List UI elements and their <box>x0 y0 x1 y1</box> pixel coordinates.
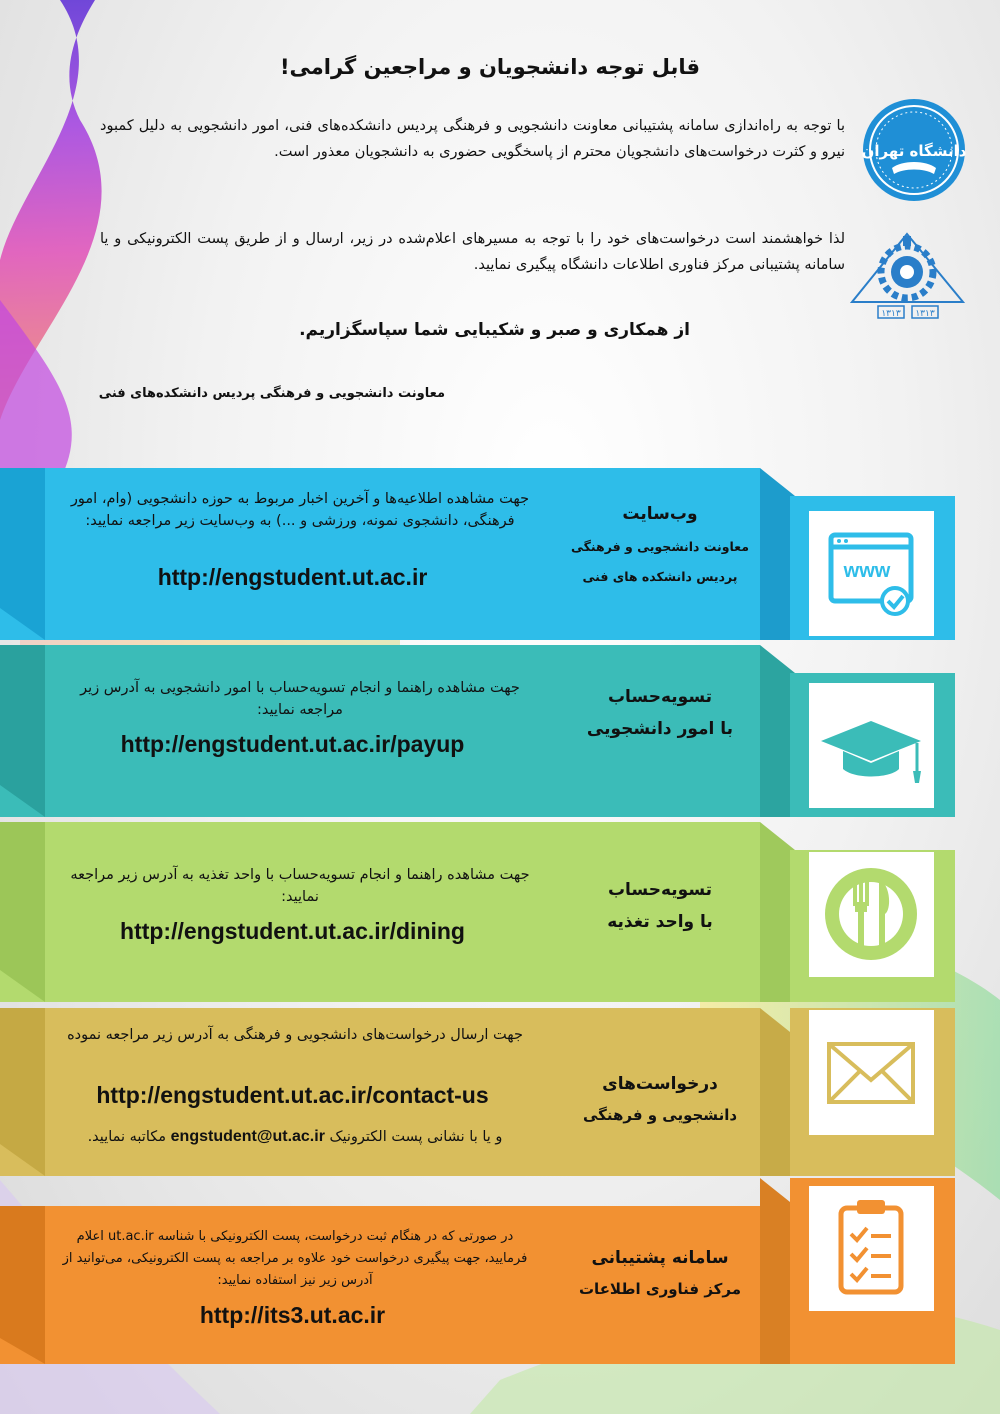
engineering-faculty-logo <box>850 232 965 324</box>
graduation-cap-icon <box>809 683 934 808</box>
logo-year-1: ۱۳۱۳ <box>881 309 901 319</box>
band-title <box>545 874 775 938</box>
band-description: جهت ارسال درخواست‌های دانشجویی و فرهنگی به آدرس زیر مراجعه نموده <box>67 1027 523 1043</box>
band-description: جهت مشاهده اطلاعیه‌ها و آخرین اخبار مربوط به حوزه دانشجویی (وام، امور فرهنگی، دانشجوی نمونه، ورزشی و ...) به وب‌سایت زیر مراجعه نمایید: <box>70 491 530 529</box>
checklist-clipboard-icon <box>809 1186 934 1311</box>
email-prefix-text: و یا با نشانی پست الکترونیک <box>329 1129 503 1145</box>
band-url-link[interactable]: http://engstudent.ut.ac.ir/payup <box>120 731 465 757</box>
band-payup <box>0 645 1000 817</box>
email-suffix-text: مکاتبه نمایید. <box>87 1129 167 1145</box>
band-title-line: سامانه پشتیبانی <box>591 1248 729 1268</box>
intro-paragraph: با توجه به راه‌اندازی سامانه پشتیبانی معاونت دانشجویی و فرهنگی پردیس دانشکده‌های فنی، امور دانشجویی به دلیل کمبود نیرو و کثرت درخواست‌های دانشجویان محترم از پاسخگویی حضوری به دانشجویان معذور است. <box>100 118 845 160</box>
band-subtitle-line: معاونت دانشجویی و فرهنگی <box>571 539 749 554</box>
band-title <box>545 1242 775 1304</box>
envelope-icon <box>809 1010 934 1135</box>
band-url-link[interactable]: http://engstudent.ut.ac.ir/contact-us <box>96 1082 489 1108</box>
svg-text:www: www <box>843 560 891 582</box>
www-icon <box>809 511 934 636</box>
fork-knife-icon <box>809 852 934 977</box>
band-url-link[interactable]: http://engstudent.ut.ac.ir <box>157 564 428 590</box>
band-title-line: با واحد تغذیه <box>607 912 713 932</box>
band-email-line <box>50 1126 540 1148</box>
band-subtitle-line: دانشجویی و فرهنگی <box>582 1106 738 1124</box>
band-title-line: تسویه‌حساب <box>607 687 713 707</box>
band-description: جهت مشاهده راهنما و انجام تسویه‌حساب با واحد تغذیه به آدرس زیر مراجعه نمایید: <box>70 867 530 905</box>
band-title <box>545 496 775 592</box>
logo-text: دانشگاه تهران <box>862 142 966 160</box>
band-title-line: درخواست‌های <box>602 1074 718 1094</box>
band-website <box>0 468 1000 640</box>
thanks-note: از همکاری و صبر و شکیبایی شما سپاسگزاریم. <box>299 320 690 340</box>
band-subtitle-line: مرکز فناوری اطلاعات <box>578 1280 741 1298</box>
band-url-link[interactable]: http://its3.ut.ac.ir <box>199 1302 386 1328</box>
university-of-tehran-logo <box>862 98 966 202</box>
logo-year-2: ۱۳۱۳ <box>915 309 935 319</box>
band-description: در صورتی که در هنگام ثبت درخواست، پست الکترونیکی با شناسه ut.ac.ir اعلام فرمایید، جهت پیگیری درخواست خود علاوه بر مراجعه به پست الکترونیکی، می‌توانید از آدرس زیر نیز استفاده نمایید: <box>62 1229 528 1288</box>
band-requests <box>0 1008 1000 1176</box>
band-title <box>545 681 775 745</box>
band-support-system <box>0 1178 1000 1364</box>
band-url-link[interactable]: http://engstudent.ut.ac.ir/dining <box>120 918 465 944</box>
page-title: قابل توجه دانشجویان و مراجعین گرامی! <box>279 55 700 79</box>
signature: معاونت دانشجویی و فرهنگی پردیس دانشکده‌های فنی <box>98 386 445 401</box>
band-title-line: با امور دانشجویی <box>586 719 734 739</box>
band-description: جهت مشاهده راهنما و انجام تسویه‌حساب با امور دانشجویی به آدرس زیر مراجعه نمایید: <box>80 680 520 718</box>
band-title-line: تسویه‌حساب <box>607 880 713 900</box>
request-paragraph: لذا خواهشمند است درخواست‌های خود را با توجه به مسیرهای اعلام‌شده در زیر، ارسال و از طریق پست الکترونیکی و یا سامانه پشتیبانی مرکز فناوری اطلاعات دانشگاه پیگیری نمایید. <box>100 231 845 273</box>
band-title-line: وب‌سایت <box>622 504 698 524</box>
band-title <box>545 1068 775 1130</box>
band-dining <box>0 822 1000 1002</box>
band-subtitle-line: پردیس دانشکده های فنی <box>582 569 738 584</box>
email-link[interactable]: engstudent@ut.ac.ir <box>170 1128 325 1145</box>
